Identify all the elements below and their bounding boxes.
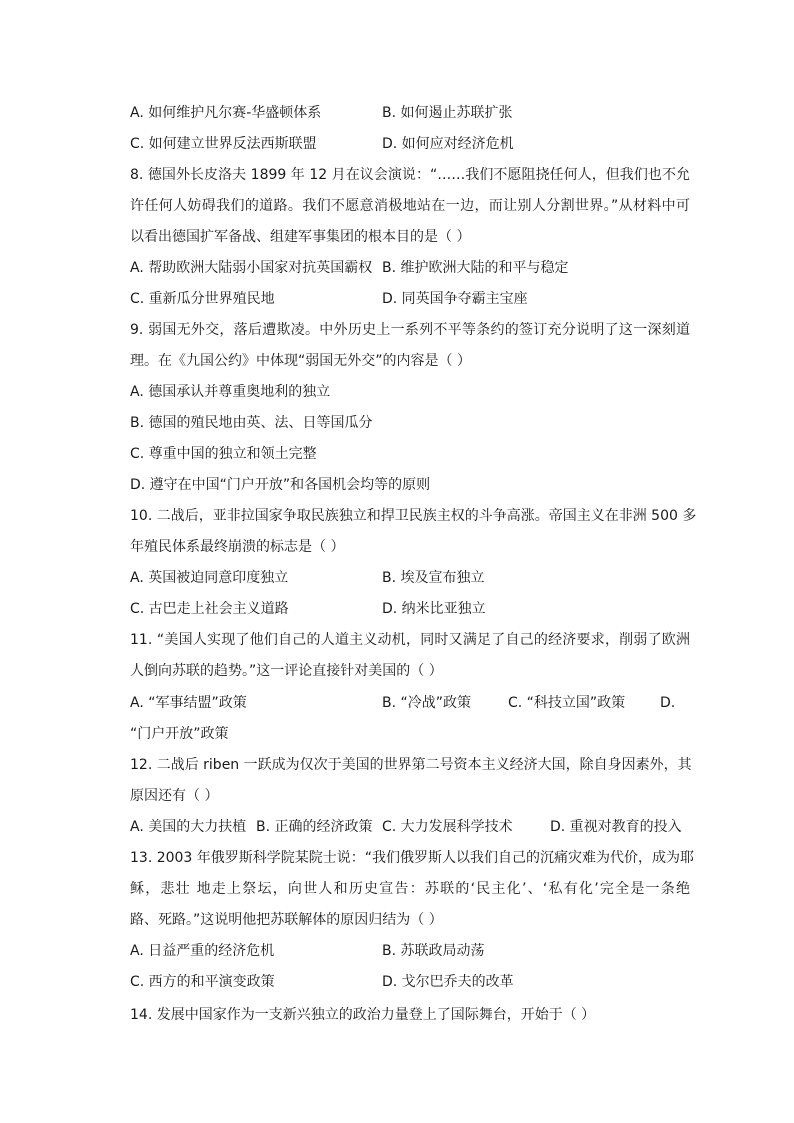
q10-option-a: A. 英国被迫同意印度独立 — [130, 570, 289, 586]
q11-option-b: B. “冷战”政策 — [382, 695, 472, 711]
q11-option-c: C. “科技立国”政策 — [508, 695, 626, 711]
q7-option-c: C. 如何建立世界反法西斯联盟 — [130, 136, 317, 152]
q7-option-d: D. 如何应对经济危机 — [382, 136, 514, 152]
q9-option-b: B. 德国的殖民地由英、法、日等国瓜分 — [130, 415, 373, 431]
q12-stem-line-2: 原因还有（ ） — [130, 788, 219, 804]
q10-stem-line-2: 年殖民体系最终崩溃的标志是（ ） — [130, 539, 345, 555]
q12-option-b: B. 正确的经济政策 — [256, 819, 373, 835]
q10-option-b: B. 埃及宣布独立 — [382, 570, 485, 586]
q12-stem-line-1: 12. 二战后 riben 一跃成为仅次于美国的世界第二号资本主义经济大国，除自身因素外，其 — [130, 757, 692, 773]
q9-stem-line-1: 9. 弱国无外交，落后遭欺凌。中外历史上一系列不平等条约的签订充分说明了这一深刻道 — [130, 322, 690, 338]
q13-stem-line-3: 路、死路。”这说明他把苏联解体的原因归结为（ ） — [130, 912, 443, 928]
q13-stem-line-2: 稣，悲壮 地走上祭坛，向世人和历史宣告：苏联的‘民主化’、‘私有化’完全是一条绝 — [130, 881, 690, 897]
q13-option-b: B. 苏联政局动荡 — [382, 943, 485, 959]
q9-option-c: C. 尊重中国的独立和领土完整 — [130, 446, 317, 462]
q11-option-d-text: “门户开放”政策 — [130, 726, 229, 742]
q10-option-c: C. 古巴走上社会主义道路 — [130, 601, 289, 617]
q13-option-d: D. 戈尔巴乔夫的改革 — [382, 974, 514, 990]
q12-option-a: A. 美国的大力扶植 — [130, 819, 247, 835]
q10-option-d: D. 纳米比亚独立 — [382, 601, 486, 617]
q11-option-d-letter: D. — [660, 695, 676, 711]
q9-stem-line-2: 理。在《九国公约》中体现“弱国无外交”的内容是（ ） — [130, 353, 471, 369]
q8-option-b: B. 维护欧洲大陆的和平与稳定 — [382, 260, 569, 276]
q14-stem-line-1: 14. 发展中国家作为一支新兴独立的政治力量登上了国际舞台，开始于（ ） — [130, 1007, 596, 1023]
q12-option-c: C. 大力发展科学技术 — [382, 819, 513, 835]
q8-option-a: A. 帮助欧洲大陆弱小国家对抗英国霸权 — [130, 260, 373, 276]
q9-option-a: A. 德国承认并尊重奥地利的独立 — [130, 384, 331, 400]
q13-option-a: A. 日益严重的经济危机 — [130, 943, 275, 959]
q9-option-d: D. 遵守在中国“门户开放”和各国机会均等的原则 — [130, 477, 431, 493]
q11-stem-line-2: 人倒向苏联的趋势。”这一评论直接针对美国的（ ） — [130, 663, 443, 679]
q11-stem-line-1: 11. “美国人实现了他们自己的人道主义动机，同时又满足了自己的经济要求，削弱了欧洲 — [130, 632, 690, 648]
q8-option-d: D. 同英国争夺霸主宝座 — [382, 291, 528, 307]
q8-stem-line-3: 以看出德国扩军备战、组建军事集团的根本目的是（ ） — [130, 229, 471, 245]
q7-option-b: B. 如何遏止苏联扩张 — [382, 105, 513, 121]
q13-stem-line-1: 13. 2003 年俄罗斯科学院某院士说：“我们俄罗斯人以我们自己的沉痛灾难为代价，成为耶 — [130, 850, 695, 866]
q13-option-c: C. 西方的和平演变政策 — [130, 974, 275, 990]
q10-stem-line-1: 10. 二战后，亚非拉国家争取民族独立和捍卫民族主权的斗争高涨。帝国主义在非洲 500 多 — [130, 508, 697, 524]
q8-stem-line-2: 许任何人妨碍我们的道路。我们不愿意消极地站在一边，而让别人分割世界。”从材料中可 — [130, 198, 690, 214]
q11-option-a: A. “军事结盟”政策 — [130, 695, 247, 711]
q8-option-c: C. 重新瓜分世界殖民地 — [130, 291, 275, 307]
q8-stem-line-1: 8. 德国外长皮洛夫 1899 年 12 月在议会演说：“……我们不愿阻挠任何人，但我们也不允 — [130, 167, 690, 183]
q7-option-a: A. 如何维护凡尔赛-华盛顿体系 — [130, 105, 322, 121]
q12-option-d: D. 重视对教育的投入 — [550, 819, 682, 835]
